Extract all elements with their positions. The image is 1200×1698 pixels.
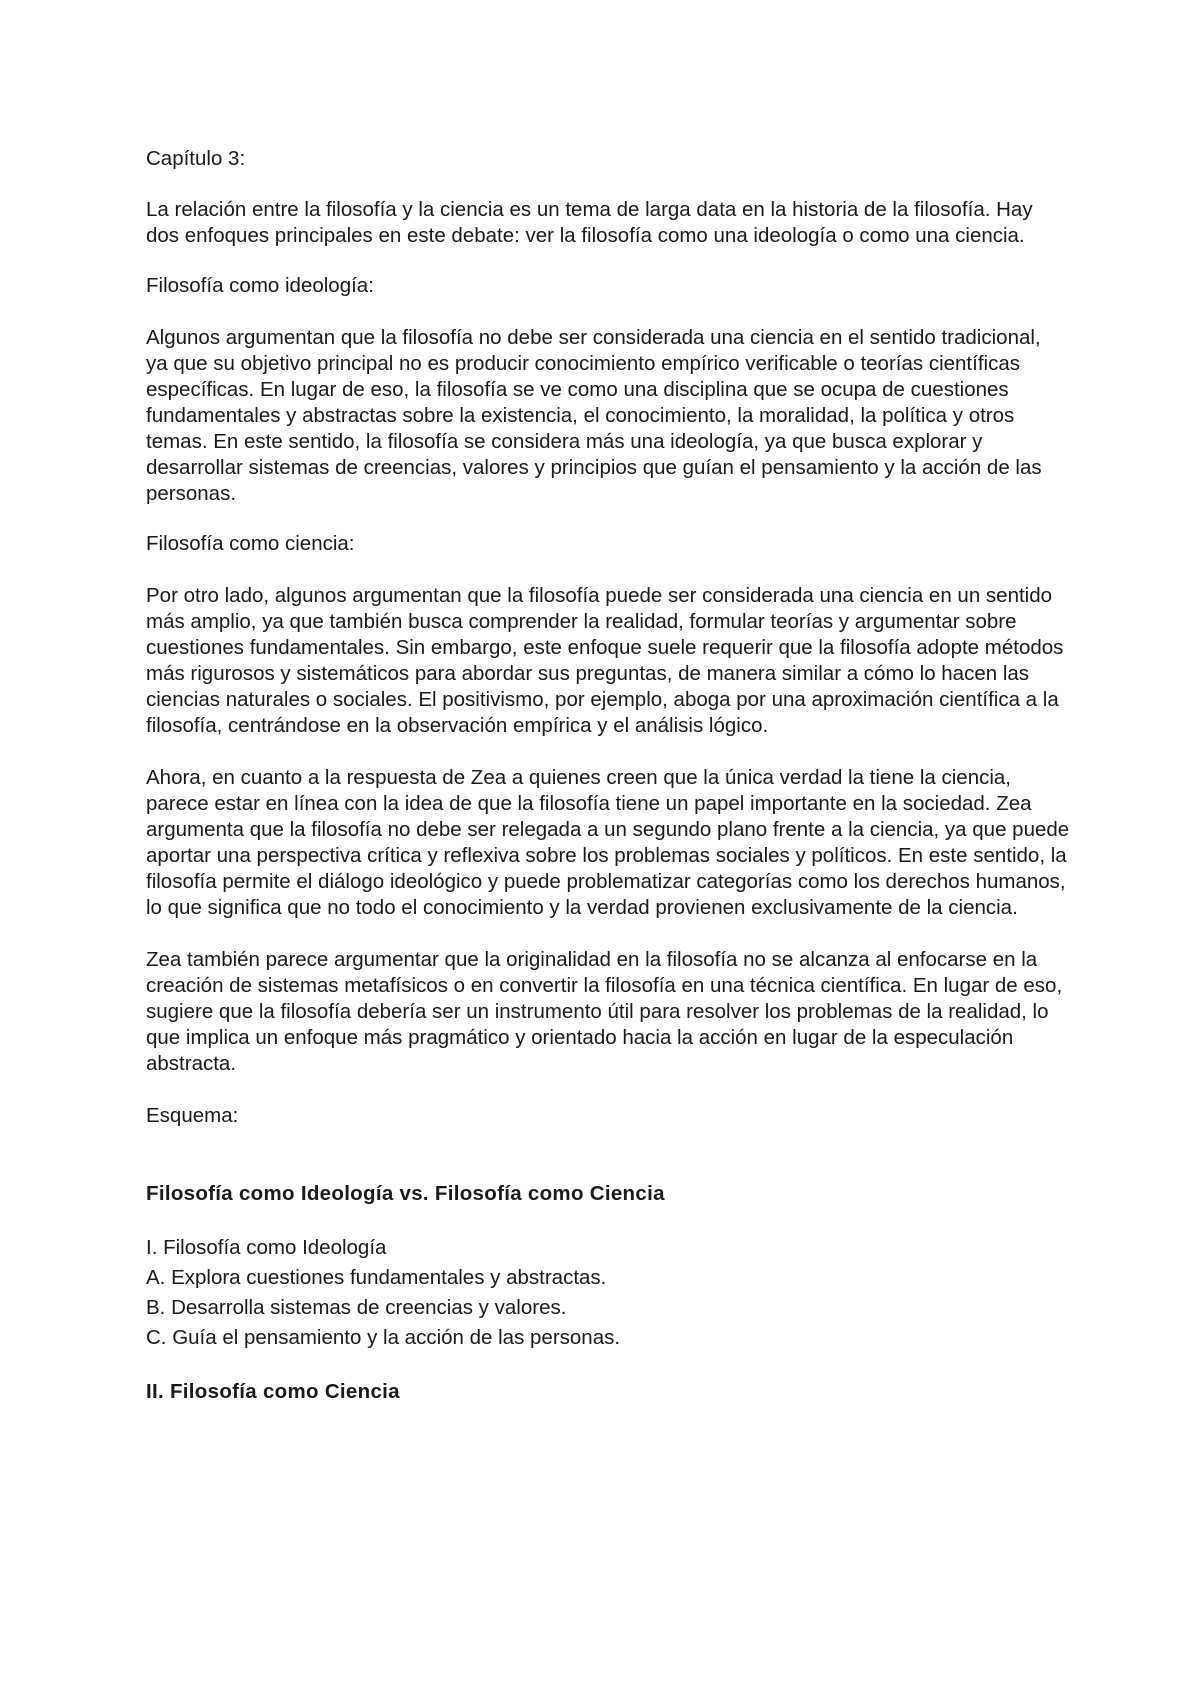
zea-paragraph-1: Ahora, en cuanto a la respuesta de Zea a quienes creen que la única verdad la tiene la ciencia, parece estar en línea con la idea de que la filosofía tiene un papel importante en la sociedad. Zea argumenta que la filosofía no debe ser relegada a un segundo plano frente a la ciencia, ya que puede aportar una perspectiva crítica y reflexiva sobre los problemas sociales y políticos. En este sentido, la filosofía permite el diálogo ideológico y puede problematizar categorías como los derechos humanos, lo que significa que no todo el conocimiento y la verdad provienen exclusivamente de la ciencia. [146, 766, 1070, 919]
section-heading-science: Filosofía como ciencia: [146, 532, 355, 555]
outline-list [146, 1233, 1070, 1353]
schema-label: Esquema: [146, 1104, 239, 1127]
outline-section-ideology: I. Filosofía como Ideología [146, 1236, 387, 1259]
outline-title: Filosofía como Ideología vs. Filosofía como Ciencia [146, 1182, 665, 1205]
section-heading-ideology: Filosofía como ideología: [146, 274, 374, 297]
outline-section-science: II. Filosofía como Ciencia [146, 1380, 400, 1403]
outline-item-b: B. Desarrolla sistemas de creencias y valores. [146, 1296, 567, 1319]
outline-item-a: A. Explora cuestiones fundamentales y abstractas. [146, 1266, 607, 1289]
zea-paragraph-2: Zea también parece argumentar que la originalidad en la filosofía no se alcanza al enfocarse en la creación de sistemas metafísicos o en convertir la filosofía en una técnica científica. En lugar de eso, sugiere que la filosofía debería ser un instrumento útil para resolver los problemas de la realidad, lo que implica un enfoque más pragmático y orientado hacia la acción en lugar de la especulación abstracta. [146, 948, 1063, 1075]
intro-paragraph: La relación entre la filosofía y la ciencia es un tema de larga data en la historia de la filosofía. Hay dos enfoques principales en este debate: ver la filosofía como una ideología o como una ciencia. [146, 198, 1033, 247]
ideology-paragraph: Algunos argumentan que la filosofía no debe ser considerada una ciencia en el sentido tradicional, ya que su objetivo principal no es producir conocimiento empírico verificable o teorías científicas específicas. En lugar de eso, la filosofía se ve como una disciplina que se ocupa de cuestiones fundamentales y abstractas sobre la existencia, el conocimiento, la moralidad, la política y otros temas. En este sentido, la filosofía se considera más una ideología, ya que busca explorar y desarrollar sistemas de creencias, valores y principios que guían el pensamiento y la acción de las personas. [146, 326, 1042, 505]
outline-item-c: C. Guía el pensamiento y la acción de las personas. [146, 1326, 621, 1349]
chapter-title: Capítulo 3: [146, 147, 246, 170]
science-paragraph: Por otro lado, algunos argumentan que la filosofía puede ser considerada una ciencia en un sentido más amplio, ya que también busca comprender la realidad, formular teorías y argumentar sobre cuestiones fundamentales. Sin embargo, este enfoque suele requerir que la filosofía adopte métodos más rigurosos y sistemáticos para abordar sus preguntas, de manera similar a cómo lo hacen las ciencias naturales o sociales. El positivismo, por ejemplo, aboga por una aproximación científica a la filosofía, centrándose en la observación empírica y el análisis lógico. [146, 584, 1064, 737]
document-page [146, 146, 1070, 1405]
